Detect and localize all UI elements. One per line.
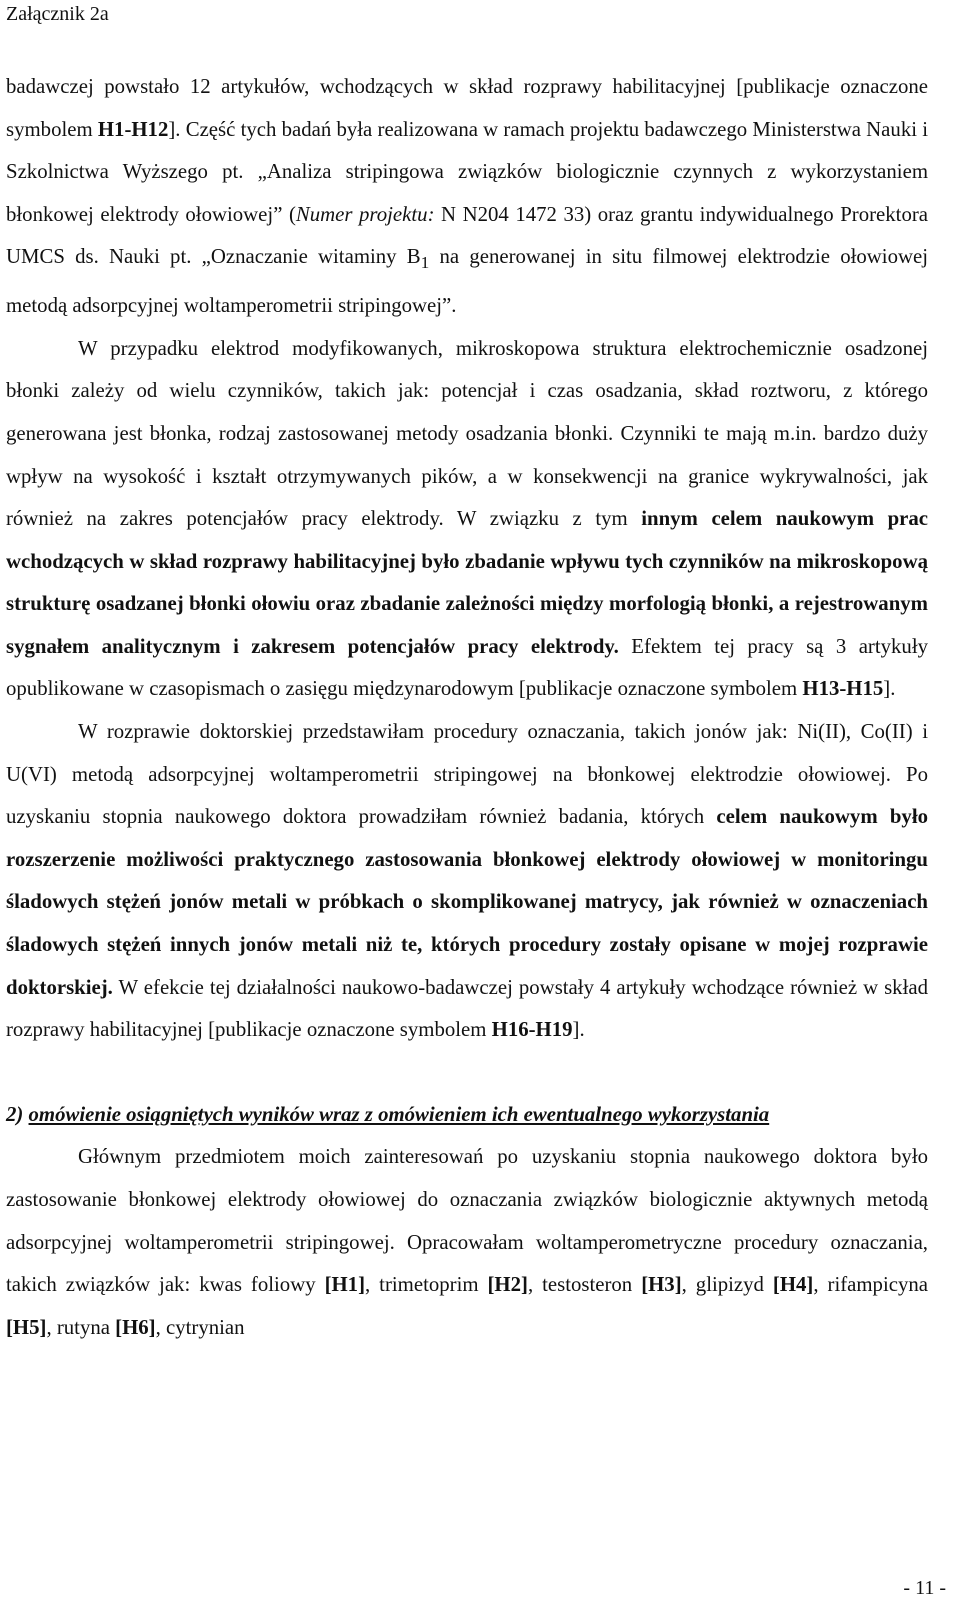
text-run: Efektem tej pracy są 3 artykuły opublikowane w czasopismach o zasięgu międzynarodowym [publikacje oznaczone symbolem [6, 634, 928, 701]
publication-ref: [H4] [772, 1273, 814, 1297]
text-run: Głównym przedmiotem moich zainteresowań po uzyskaniu stopnia naukowego doktora było zastosowanie błonkowej elektrody ołowiowej do oznaczania związków biologicznie aktywnych metodą adsorpcyjnej woltamperometrii stripingowej. Opracowałam woltamperometryczne procedury oznaczania, takich związków jak: kwas foliowy [6, 1145, 928, 1297]
italic-run: Numer projektu: [295, 202, 435, 226]
subscript: 1 [420, 253, 430, 273]
text-run: ]. [572, 1018, 585, 1042]
text-run: W przypadku elektrod modyfikowanych, mikroskopowa struktura elektrochemicznie osadzonej błonki zależy od wielu czynników, takich jak: potencjał i czas osadzania, skład roztworu, z którego generowana jest błonka, rodzaj zastosowanej metody osadzania błonki. Czynniki te mają m.in. bardzo duży wpływ na wysokość i kształt otrzymywanych pików, a w konsekwencji na granice wykrywalności, jak również na zakres potencjałów pracy elektrody. W związku z tym [6, 336, 928, 531]
publication-ref: H1-H12 [97, 117, 169, 141]
text-run: , testosteron [527, 1273, 642, 1297]
text-run: ]. [883, 677, 896, 701]
publication-ref: [H3] [641, 1273, 682, 1297]
bold-run: innym celem naukowym prac wchodzących w skład rozprawy habilitacyjnej było zbadanie wpływu tych czynników na mikroskopową strukturę osadzanej błonki ołowiu oraz zbadanie zależności między morfologią błonki, a rejestrowanym sygnałem analitycznym i zakresem potencjałów pracy elektrody. [6, 507, 929, 658]
page-number: - 11 - [903, 1577, 946, 1599]
text-run: , trimetoprim [365, 1273, 488, 1297]
text-run: badawczej powstało 12 artykułów, wchodzących w skład rozprawy habilitacyjnej [publikacje oznaczone symbolem [6, 75, 928, 141]
paragraph-4 [6, 1136, 928, 1349]
section-spacer [6, 1052, 928, 1094]
text-run: , glipizyd [681, 1273, 773, 1297]
paragraph-1 [6, 66, 928, 328]
text-run: na generowanej in situ filmowej elektrodzie ołowiowej metodą adsorpcyjnej woltamperometrii stripingowej”. [6, 245, 929, 318]
text-run: , cytrynian [155, 1315, 245, 1339]
publication-ref: [H2] [487, 1273, 528, 1297]
publication-ref: H16-H19 [491, 1018, 573, 1042]
publication-ref: H13-H15 [802, 677, 884, 701]
section-title: omówienie osiągniętych wyników wraz z omówieniem ich ewentualnego wykorzystania [28, 1102, 770, 1126]
text-run: W efekcie tej działalności naukowo-badawczej powstały 4 artykuły wchodzące również w skład rozprawy habilitacyjnej [publikacje oznaczone symbolem [6, 975, 928, 1042]
publication-ref: [H5] [6, 1315, 47, 1339]
bold-run: celem naukowym było rozszerzenie możliwości praktycznego zastosowania błonkowej elektrody ołowiowej w monitoringu śladowych stężeń jonów metali w próbkach o skomplikowanej matrycy, jak również w oznaczeniach śladowych stężeń innych jonów metali niż te, których procedury zostały opisane w mojej rozprawie doktorskiej. [6, 805, 928, 999]
attachment-label: Załącznik 2a [6, 3, 109, 25]
publication-ref: [H6] [115, 1315, 156, 1339]
document-body [6, 66, 928, 1349]
section-heading [6, 1094, 928, 1137]
text-run: , rutyna [46, 1315, 116, 1339]
section-number: 2) [6, 1102, 29, 1126]
text-run: W rozprawie doktorskiej przedstawiłam procedury oznaczania, takich jonów jak: Ni(II), Co(II) i U(VI) metodą adsorpcyjnej woltamperometrii stripingowej na błonkowej elektrodzie ołowiowej. Po uzyskaniu stopnia naukowego doktora prowadziłam również badania, których [6, 720, 928, 829]
paragraph-3 [6, 711, 928, 1052]
text-run: N N204 1472 33) oraz grantu indywidualnego Prorektora UMCS ds. Nauki pt. „Oznaczanie witaminy B [6, 202, 928, 269]
text-run: ]. Część tych badań była realizowana w ramach projektu badawczego Ministerstwa Nauki i Szkolnictwa Wyższego pt. „Analiza stripingowa związków biologicznie czynnych z wykorzystaniem błonkowej elektrody ołowiowej” ( [6, 117, 928, 226]
publication-ref: [H1] [324, 1273, 366, 1297]
paragraph-2 [6, 328, 928, 711]
text-run: , rifampicyna [813, 1273, 928, 1297]
